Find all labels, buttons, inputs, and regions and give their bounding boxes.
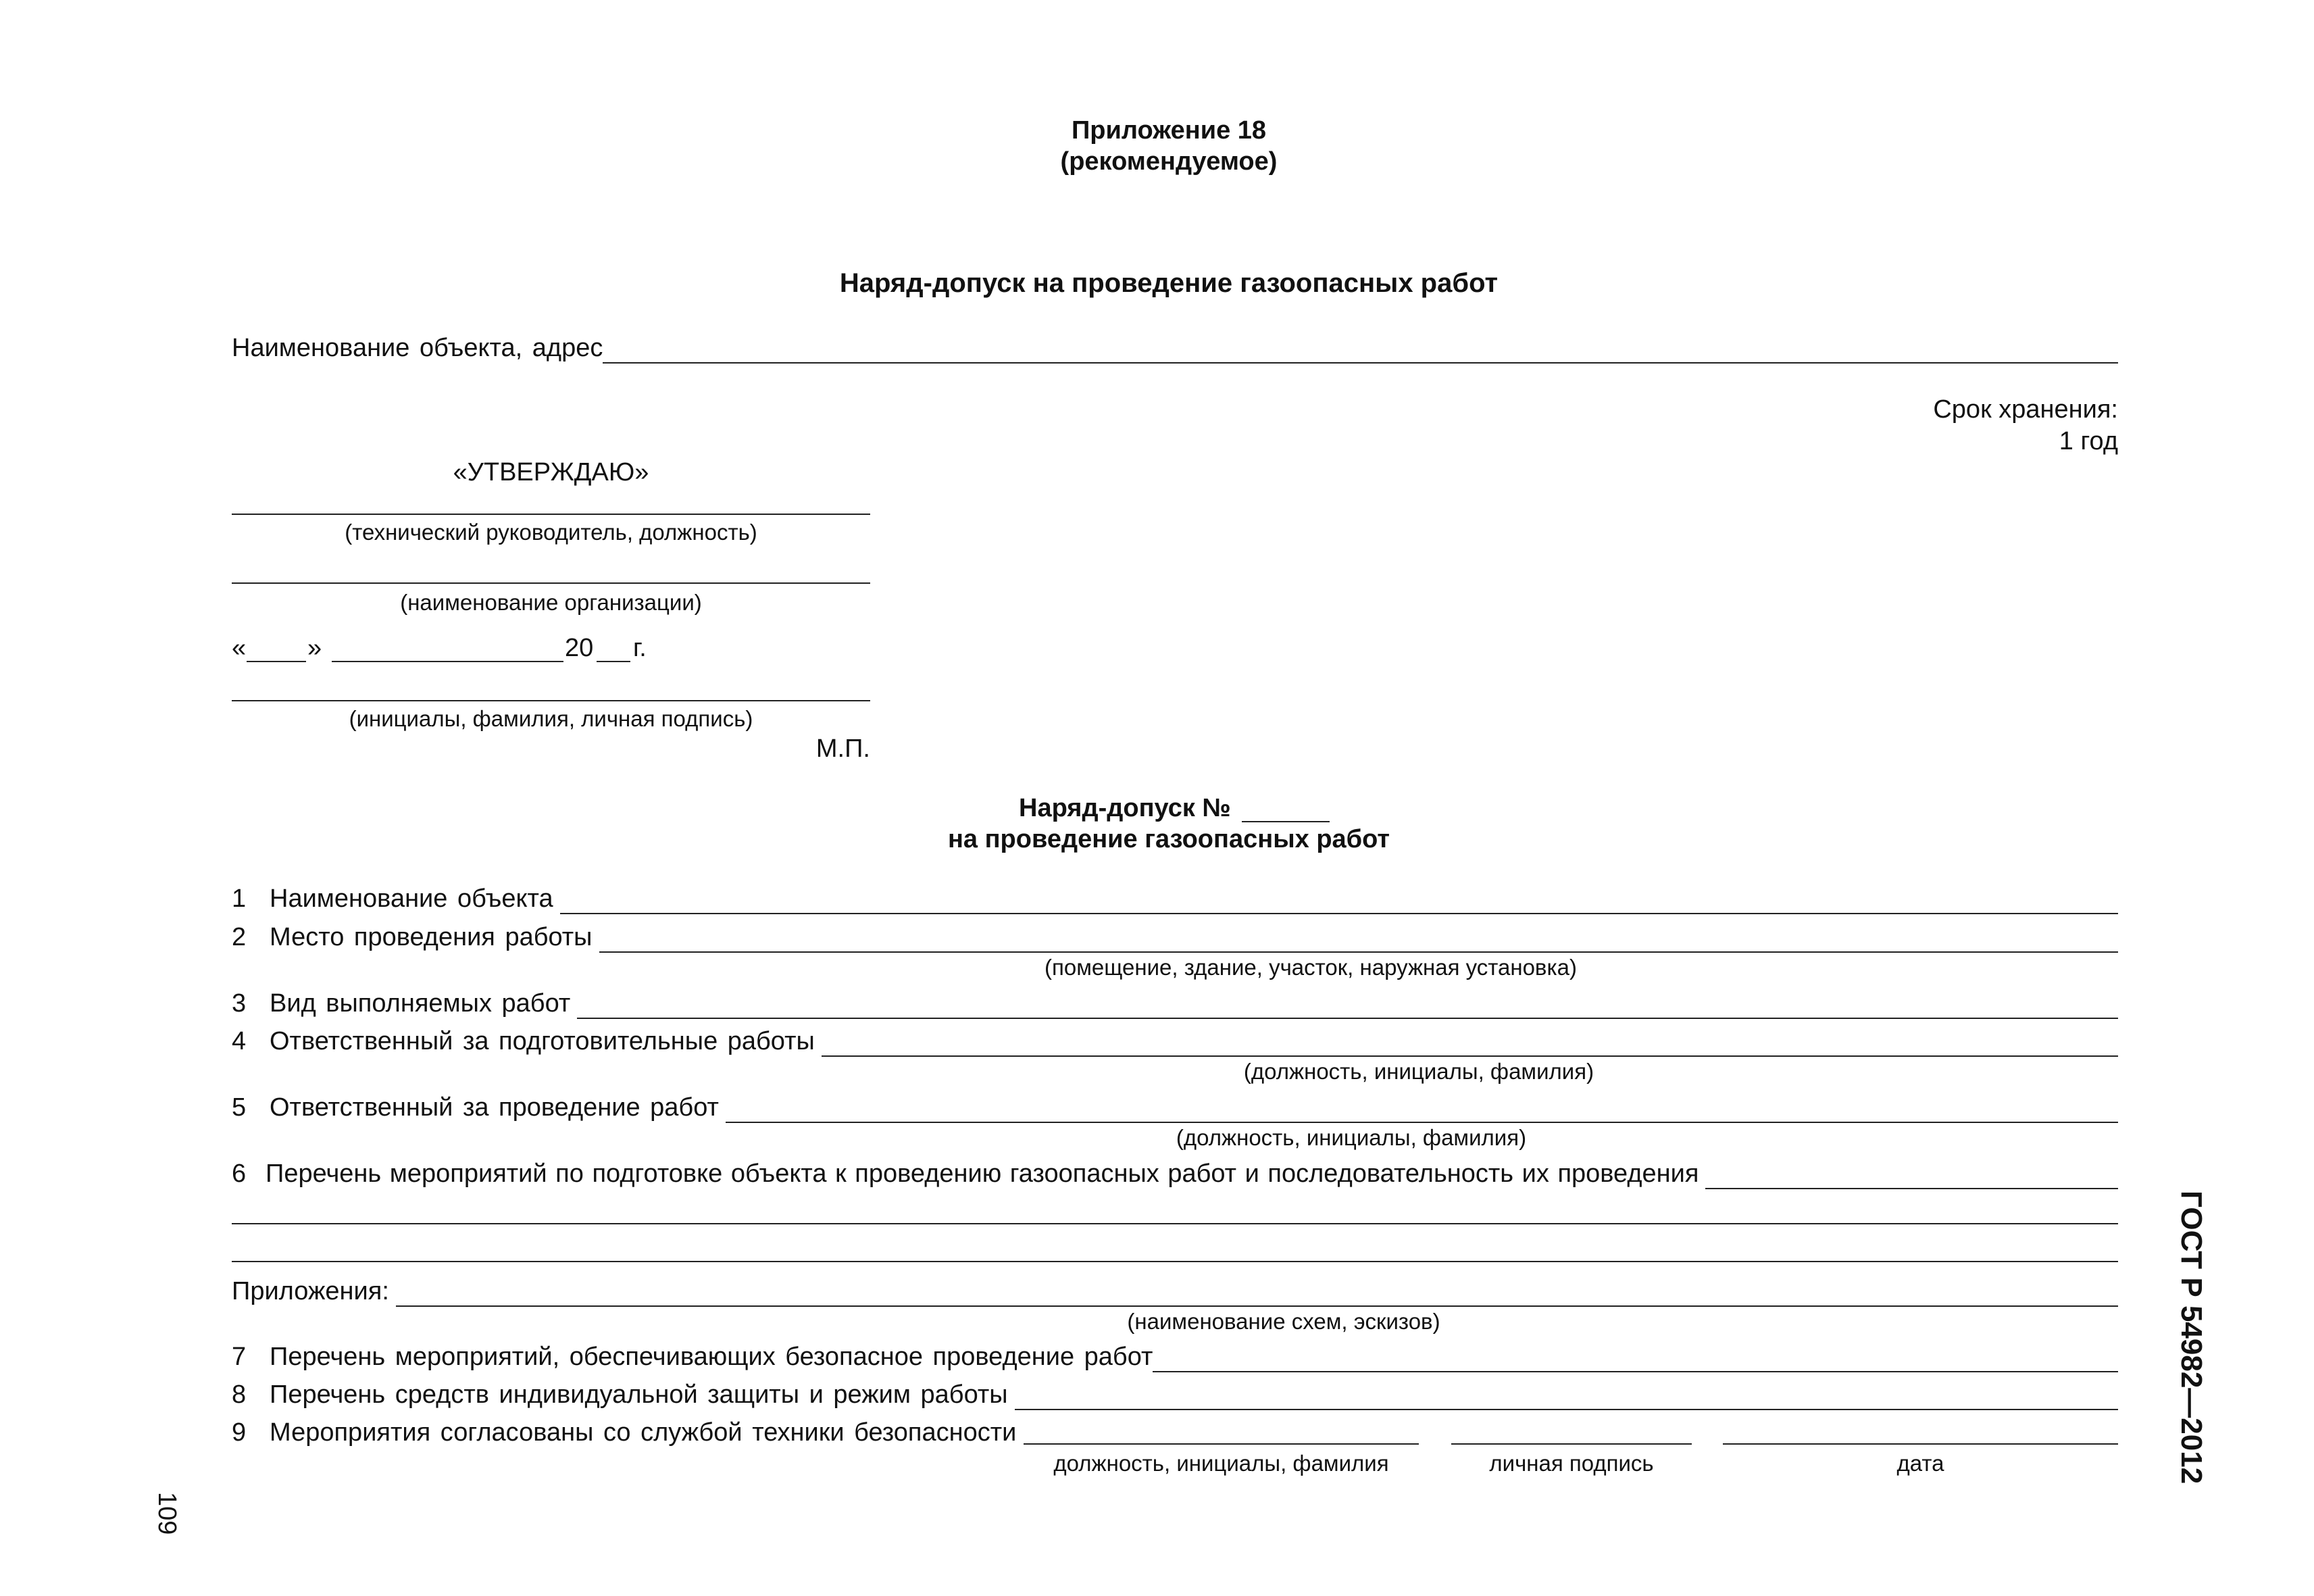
object-address-field[interactable] [603, 338, 2118, 364]
item-8-number: 8 [232, 1380, 247, 1409]
item-4-caption: (должность, инициалы, фамилия) [1243, 1059, 1594, 1084]
item-4-number: 4 [232, 1027, 247, 1055]
permit-number-field[interactable] [1242, 820, 1330, 822]
attachments-label: Приложения: [232, 1277, 389, 1305]
signature-caption-2: личная подпись [1489, 1451, 1654, 1476]
item-7 [232, 1341, 2118, 1372]
date-year-field[interactable] [597, 659, 630, 662]
standard-number: ГОСТ Р 54982—2012 [2175, 1191, 2208, 1485]
permit-title-text: Наряд-допуск № [1019, 794, 1231, 822]
item-5-caption: (должность, инициалы, фамилия) [1176, 1125, 1527, 1150]
page-number: 109 [153, 1492, 181, 1535]
item-6-number: 6 [232, 1159, 247, 1188]
date-month-field[interactable] [332, 659, 563, 662]
item-7-field[interactable] [1153, 1347, 2118, 1372]
date-year-suffix: г. [633, 634, 647, 662]
position-caption: должность, инициалы, фамилия [1053, 1451, 1389, 1476]
safety-signature-field[interactable] [1451, 1442, 1692, 1445]
item-2-label: Место проведения работы [270, 923, 593, 951]
item-4-field[interactable] [822, 1031, 2118, 1057]
storage-label: Срок хранения: [1933, 395, 2118, 424]
item-3-field[interactable] [577, 993, 2118, 1019]
seal-mark: М.П. [815, 734, 870, 763]
item-2-field[interactable] [599, 927, 2119, 953]
item-5-field[interactable] [726, 1097, 2118, 1123]
item-1 [232, 883, 2118, 914]
document-title: Наряд-допуск на проведение газоопасных работ [839, 268, 1499, 298]
permit-title [1019, 793, 1336, 824]
item-2-number: 2 [232, 923, 247, 951]
organization-caption: (наименование организации) [400, 590, 702, 615]
date-open-quote: « [232, 634, 247, 662]
item-9 [232, 1417, 1016, 1448]
item-9-number: 9 [232, 1418, 247, 1447]
approval-heading: «УТВЕРЖДАЮ» [453, 458, 649, 487]
manager-caption: (технический руководитель, должность) [345, 520, 757, 545]
item-8 [232, 1379, 2118, 1410]
appendix-note: (рекомендуемое) [1060, 147, 1278, 176]
object-address-row [232, 332, 2118, 364]
item-3-label: Вид выполняемых работ [270, 989, 571, 1018]
item-5 [232, 1092, 2118, 1123]
item-1-label: Наименование объекта [270, 884, 553, 913]
organization-field[interactable] [232, 581, 870, 584]
item-8-label: Перечень средств индивидуальной защиты и режим работы [270, 1380, 1008, 1409]
item-4-label: Ответственный за подготовительные работы [270, 1027, 815, 1055]
item-4 [232, 1026, 2118, 1057]
date-year-prefix: 20 [565, 634, 594, 662]
approver-signature-field[interactable] [232, 699, 870, 701]
item-6-label: Перечень мероприятий по подготовке объекта к проведению газоопасных работ и последовательность их проведения [266, 1159, 1699, 1188]
item-8-field[interactable] [1015, 1385, 2118, 1410]
date-caption: дата [1896, 1451, 1944, 1476]
appendix-title: Приложение 18 [1071, 116, 1267, 145]
item-1-number: 1 [232, 884, 247, 913]
attachments-caption: (наименование схем, эскизов) [1127, 1309, 1440, 1334]
item-6-extra-line-1[interactable] [232, 1222, 2118, 1224]
item-9-label: Мероприятия согласованы со службой техники безопасности [270, 1418, 1017, 1447]
item-6 [232, 1158, 2118, 1189]
item-1-field[interactable] [560, 889, 2118, 914]
date-close-quote: » [307, 634, 322, 662]
item-7-number: 7 [232, 1343, 247, 1371]
safety-position-field[interactable] [1024, 1442, 1419, 1445]
signature-caption: (инициалы, фамилия, личная подпись) [349, 706, 753, 731]
manager-position-field[interactable] [232, 512, 870, 515]
permit-subtitle: на проведение газоопасных работ [947, 825, 1390, 853]
item-5-number: 5 [232, 1093, 247, 1122]
object-address-label: Наименование объекта, адрес [232, 334, 603, 362]
item-6-field[interactable] [1705, 1164, 2118, 1189]
item-3 [232, 988, 2118, 1019]
date-day-field[interactable] [247, 659, 306, 662]
item-3-number: 3 [232, 989, 247, 1018]
approval-date [232, 632, 705, 664]
item-7-label: Перечень мероприятий, обеспечивающих безопасное проведение работ [270, 1343, 1153, 1371]
item-5-label: Ответственный за проведение работ [270, 1093, 719, 1122]
safety-date-field[interactable] [1723, 1442, 2118, 1445]
item-2-caption: (помещение, здание, участок, наружная установка) [1045, 955, 1577, 980]
attachments-row [232, 1276, 2118, 1307]
item-2 [232, 922, 2118, 953]
attachments-field[interactable] [396, 1281, 2118, 1307]
item-6-extra-line-2[interactable] [232, 1260, 2118, 1262]
storage-value: 1 год [2059, 427, 2118, 455]
